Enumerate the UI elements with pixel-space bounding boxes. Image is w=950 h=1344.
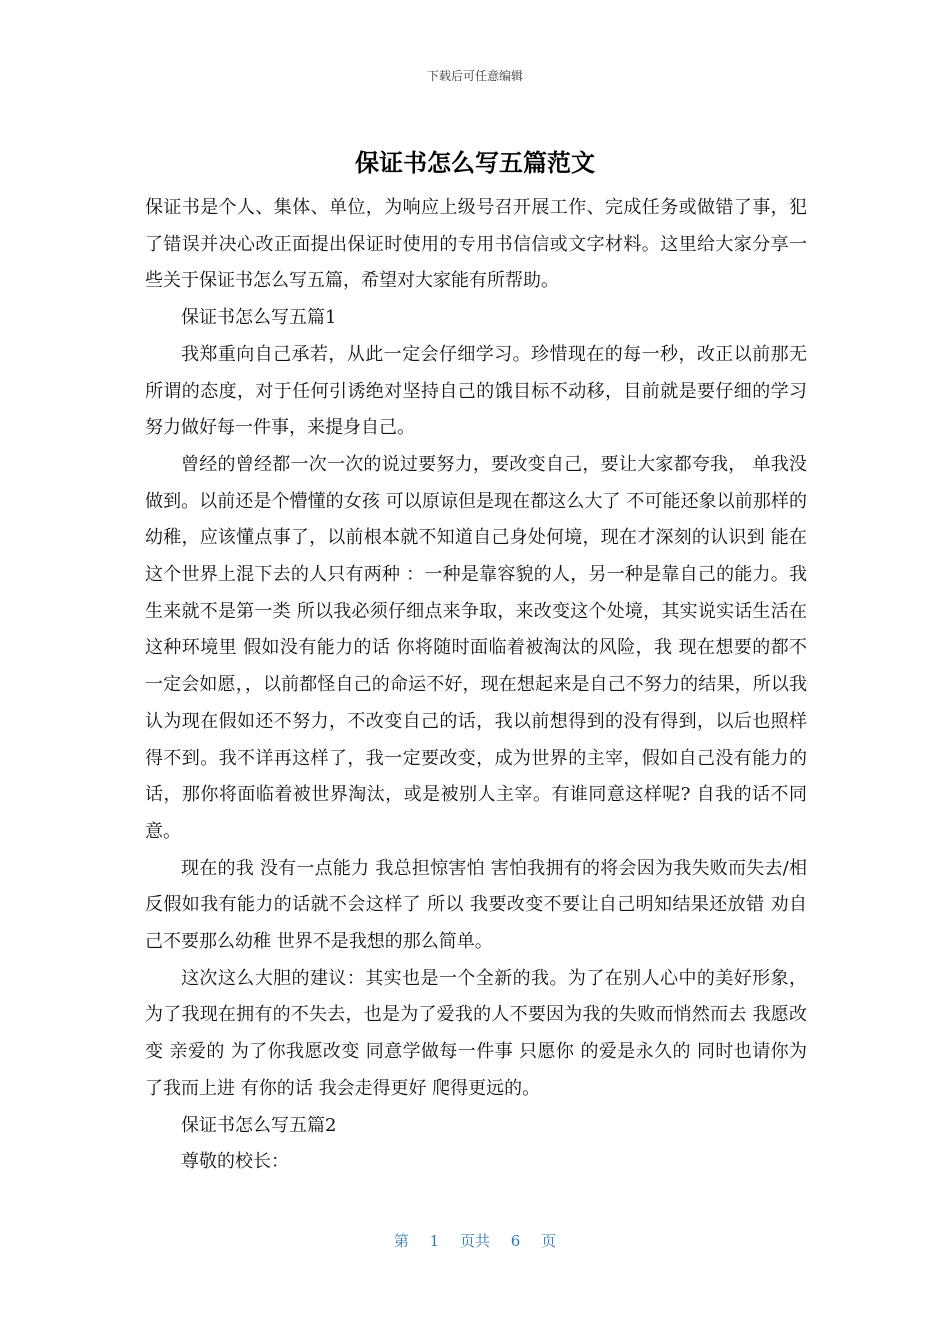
- page-label-middle: 页共: [459, 1232, 490, 1250]
- section-heading-1: 保证书怎么写五篇1: [181, 307, 337, 329]
- page-label-suffix: 页: [541, 1232, 557, 1250]
- page-total: 6: [510, 1232, 521, 1250]
- paragraph: 这次这么大胆的建议：其实也是一个全新的我。为了在别人心中的美好形象，为了我现在拥有的不失去，也是为了爱我的人不要因为我的失败而悄然而去 我愿改变 亲爱的 为了你我愿改变 同意学做每一件事 只愿你 的爱是永久的 同时也请你为了我而上进 有你的话 我会走得更好 爬得更远的。: [145, 967, 807, 1099]
- header-note: 下载后可任意编辑: [426, 69, 523, 83]
- page-footer: [0, 1230, 950, 1251]
- paragraph: 现在的我 没有一点能力 我总担惊害怕 害怕我拥有的将会因为我失败而失去/相反假如我有能力的话就不会这样了 所以 我要改变不要让自己明知结果还放错 劝自己不要那么幼稚 世界不是我想的那么简单。: [145, 857, 807, 953]
- page-current: 1: [429, 1232, 440, 1250]
- paragraph: 我郑重向自己承若，从此一定会仔细学习。珍惜现在的每一秒，改正以前那无所谓的态度，对于任何引诱绝对坚持自己的饿目标不动移，目前就是要仔细的学习努力做好每一件事，来提身自己。: [145, 343, 807, 439]
- section-heading-2: 保证书怎么写五篇2: [181, 1114, 337, 1136]
- salutation: 尊敬的校长：: [181, 1151, 289, 1173]
- document-body: [145, 190, 807, 1181]
- paragraph-intro: 保证书是个人、集体、单位，为响应上级号召开展工作、完成任务或做错了事，犯了错误并决心改正面提出保证时使用的专用书信信或文字材料。这里给大家分享一些关于保证书怎么写五篇，希望对大家能有所帮助。: [145, 197, 807, 292]
- page-label-prefix: 第: [393, 1232, 409, 1250]
- document-title: 保证书怎么写五篇范文: [355, 149, 595, 177]
- paragraph: 曾经的曾经都一次一次的说过要努力，要改变自己，要让大家都夸我， 单我没做到。以前还是个懵懂的女孩 可以原谅但是现在都这么大了 不可能还象以前那样的幼稚，应该懂点事了，以前根本就不知道自己身处何境，现在才深刻的认识到 能在这个世界上混下去的人只有两种 ：一种是靠容貌的人，另一种是靠自己的能力。我生来就不是第一类 所以我必须仔细点来争取，来改变这个处境，其实说实话生活在这种环境里 假如没有能力的话 你将随时面临着被淘汰的风险，我 现在想要的都不一定会如愿，，以前都怪自己的命运不好，现在想起来是自己不努力的结果，所以我认为现在假如还不努力，不改变自己的话，我以前想得到的没有得到，以后也照样得不到。我不详再这样了，我一定要改变，成为世界的主宰，假如自己没有能力的话，那你将面临着被世界淘汰，或是被别人主宰。有谁同意这样呢? 自我的话不同意。: [145, 453, 807, 842]
